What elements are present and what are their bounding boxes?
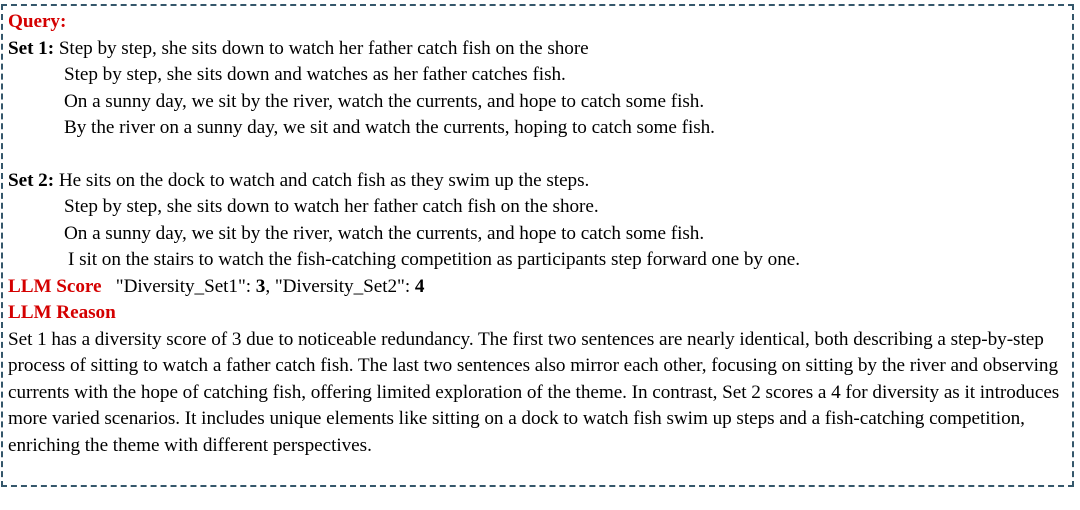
set1-sentence-3: On a sunny day, we sit by the river, watch the currents, and hope to catch some fish.: [64, 90, 705, 112]
score-text-1: "Diversity_Set1":: [115, 275, 256, 297]
score-value-set2: 4: [414, 275, 425, 297]
set1-sentence-1: Step by step, she sits down to watch her father catch fish on the shore: [58, 37, 589, 59]
llm-reason-text: Set 1 has a diversity score of 3 due to noticeable redundancy. The first two sentences are nearly identical, both describing a step-by-step process of sitting to watch a father catch fish. The last two sentences also mirror each other, focusing on sitting by the river and observing currents with the hope of catching fish, offering limited exploration of the theme. In contrast, Set 2 scores a 4 for diversity as it introduces more varied scenarios. It includes unique elements like sitting on a dock to watch fish swim up steps and a fish-catching competition, enriching the theme with different perspectives.: [8, 328, 1060, 456]
document-content: [8, 9, 1068, 459]
score-text-2: , "Diversity_Set2":: [265, 275, 415, 297]
set2-sentence-1: He sits on the dock to watch and catch fish as they swim up the steps.: [58, 169, 590, 191]
set1-sentence-4: By the river on a sunny day, we sit and watch the currents, hoping to catch some fish.: [64, 117, 715, 138]
score-value-set1: 3: [255, 275, 266, 297]
set2-first-line: [8, 168, 1068, 195]
set1-first-line: [8, 36, 1068, 63]
spacer: [8, 142, 1068, 168]
set1-label: Set 1:: [8, 37, 55, 59]
query-heading: Query:: [8, 11, 67, 32]
set2-sentence-2: Step by step, she sits down to watch her father catch fish on the shore.: [64, 196, 599, 217]
llm-reason-heading: LLM Reason: [8, 302, 116, 323]
set2-label: Set 2:: [8, 169, 55, 191]
llm-score-line: [8, 274, 1068, 301]
set2-sentence-3: On a sunny day, we sit by the river, watch the currents, and hope to catch some fish.: [64, 222, 705, 244]
set1-sentence-2: Step by step, she sits down and watches as her father catches fish.: [64, 64, 566, 85]
llm-score-heading: LLM Score: [8, 275, 102, 297]
set2-sentence-4: I sit on the stairs to watch the fish-catching competition as participants step forward one by one.: [68, 249, 800, 270]
